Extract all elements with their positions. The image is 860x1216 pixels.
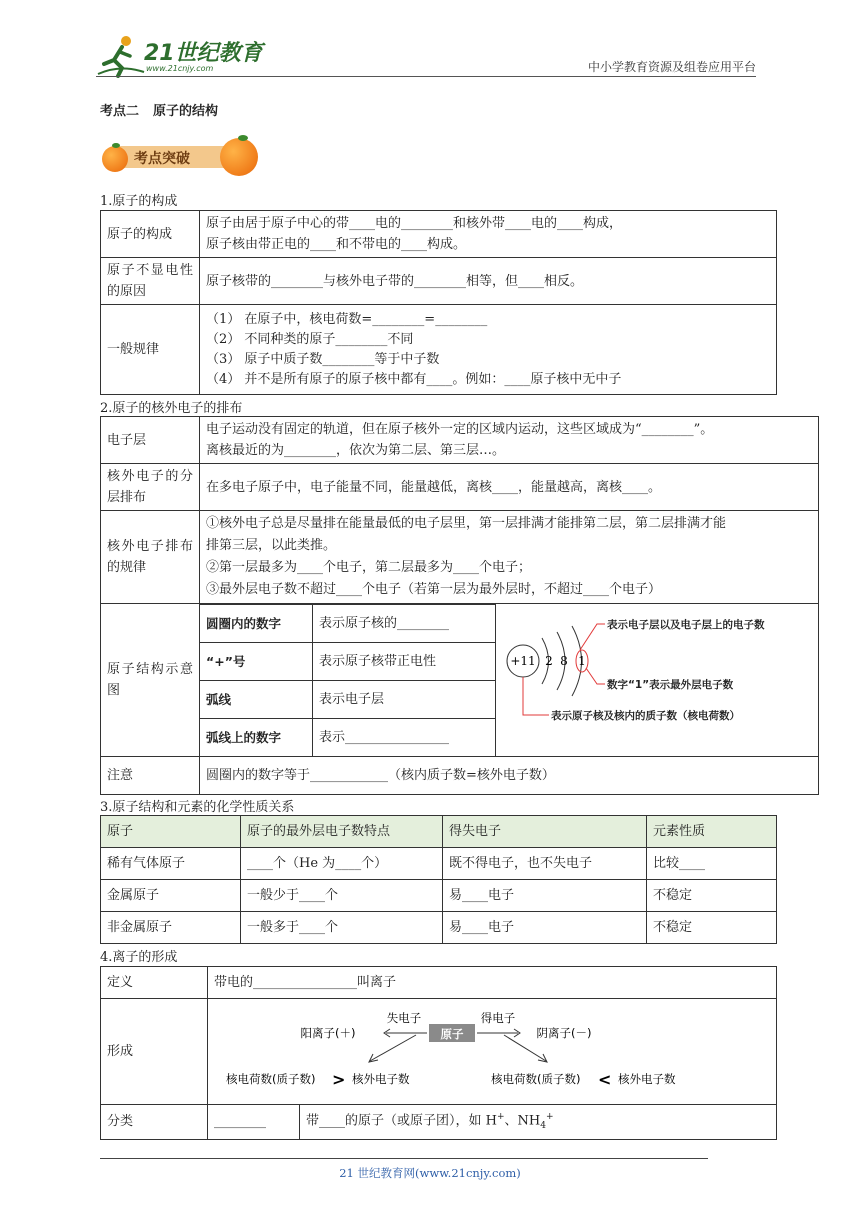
orange-icon (102, 146, 128, 172)
cation-label: 阳离子(＋) (300, 1026, 356, 1040)
logo-url: www.21cnjy.com (146, 64, 214, 73)
orange-icon (220, 138, 258, 176)
part2-heading: 2.原子的核外电子的排布 (100, 401, 243, 416)
row-content (200, 305, 777, 395)
row-content (200, 464, 819, 511)
table-row (101, 511, 819, 604)
content-line: 离核最近的为________，依次为第二层、第三层…。 (206, 443, 506, 458)
content-line: 原子核带的________与核外电子带的________相等，但____相反。 (206, 273, 584, 289)
legend-key: “+”号 (200, 642, 313, 680)
legend-key: 弧线上的数字 (200, 718, 313, 756)
section-name: 原子的结构 (153, 104, 219, 119)
shell-number: 2 (545, 654, 553, 668)
anion-label: 阴离子(－) (536, 1026, 592, 1040)
table-row (101, 258, 777, 305)
content-line: （4） 并不是所有原子的原子核中都有____。例如：____原子核中无中子 (206, 371, 622, 387)
part4-heading: 4.离子的形成 (100, 950, 178, 965)
table-header-row (101, 816, 777, 848)
annotation-shells: 表示电子层以及电子层上的电子数 (607, 619, 765, 631)
legend-value: 表示原子核的________ (313, 604, 496, 642)
part1-heading: 1.原子的构成 (100, 194, 178, 209)
content-line: ②第一层最多为____个电子，第二层最多为____个电子； (206, 560, 532, 575)
badge-text: 考点突破 (134, 151, 190, 167)
table-row (101, 604, 819, 757)
row-label: 定义 (101, 967, 208, 999)
row-content (200, 757, 819, 795)
arrow-line (370, 1035, 416, 1061)
class-content (300, 1105, 777, 1140)
nh4-subscript: 4 (540, 1120, 546, 1131)
lose-electron-label: 失电子 (386, 1011, 422, 1025)
chemical-property-table (100, 815, 777, 944)
table-row (101, 305, 777, 395)
class-blank: ________ (208, 1105, 300, 1140)
content-line: ①核外电子总是尽量排在能量最低的电子层里，第一层排满才能排第二层，第二层排满才能 (206, 516, 727, 531)
section-title (100, 100, 232, 119)
row-label: 核外电子排布的规律 (101, 511, 200, 604)
atom-structure-diagram (497, 604, 819, 756)
class-text: 带____的原子（或原子团），如 H (306, 1113, 497, 1129)
row-content (200, 511, 819, 604)
annotation-nucleus: 表示原子核及核内的质子数（核电荷数） (551, 710, 740, 722)
shell-number: 1 (578, 654, 586, 668)
row-label: 形成 (101, 999, 208, 1105)
ion-formation-diagram (208, 999, 776, 1097)
header-divider (96, 76, 756, 77)
table-cell: 不稳定 (647, 912, 777, 944)
legend-value: 表示原子核带正电性 (313, 642, 496, 680)
legend-key: 圆圈内的数字 (200, 604, 313, 642)
table-cell: 稀有气体原子 (101, 848, 241, 880)
row-label: 一般规律 (101, 305, 200, 395)
table-row (101, 464, 819, 511)
table-row (200, 604, 496, 642)
content-line: 原子核由带正电的____和不带电的____构成。 (206, 237, 467, 252)
diagram-cell (200, 604, 819, 757)
row-content (200, 417, 819, 464)
logo (96, 34, 266, 76)
atom-composition-table (100, 210, 777, 395)
table-cell: 不稳定 (647, 880, 777, 912)
table-row (101, 848, 777, 880)
annotation-line (586, 668, 605, 684)
class-text-2: 、NH (504, 1113, 541, 1129)
content-line: 圆圈内的数字等于____________（核内质子数=核外电子数） (206, 768, 555, 783)
content-line: 原子由居于原子中心的带____电的________和核外带____电的____构成， (206, 216, 623, 231)
part3-heading: 3.原子结构和元素的化学性质关系 (100, 800, 295, 815)
less-than-sign: < (598, 1070, 612, 1089)
table-row (200, 642, 496, 680)
row-content: 带电的________________叫离子 (208, 967, 777, 999)
ion-diagram-cell (208, 999, 777, 1105)
annotation-line (580, 624, 605, 650)
content-line: 电子运动没有固定的轨道，但在原子核外一定的区域内运动，这些区域成为“________”。 (206, 422, 714, 437)
greater-than-sign: > (332, 1070, 346, 1089)
runner-logo-icon (96, 34, 146, 78)
table-row (200, 680, 496, 718)
table-cell: 一般少于____个 (241, 880, 443, 912)
gain-electron-label: 得电子 (480, 1011, 516, 1025)
row-content (200, 211, 777, 258)
logo-text: 21世纪教育 (144, 41, 263, 66)
section-number: 考点二 (100, 104, 140, 119)
annotation-line (523, 677, 549, 715)
atom-label: 原子 (440, 1027, 464, 1041)
diagram-legend-table (199, 604, 496, 757)
legend-value: 表示________________ (313, 718, 496, 756)
cation-protons: 核电荷数(质子数) (226, 1072, 316, 1086)
content-line: （1） 在原子中，核电荷数=________=________ (206, 311, 488, 327)
content-line: 排第三层，以此类推。 (206, 538, 337, 553)
anion-electrons: 核外电子数 (618, 1072, 676, 1086)
ion-formation-table (100, 966, 777, 1140)
table-row (101, 912, 777, 944)
content-line: ③最外层电子数不超过____个电子（若第一层为最外层时，不超过____个电子） (206, 582, 662, 597)
annotation-outer: 数字“1”表示最外层电子数 (607, 679, 734, 691)
table-cell: 一般多于____个 (241, 912, 443, 944)
column-header: 得失电子 (443, 816, 647, 848)
row-label: 原子的构成 (101, 211, 200, 258)
nucleus-label: +11 (510, 654, 536, 668)
table-cell: 易____电子 (443, 880, 647, 912)
legend-key: 弧线 (200, 680, 313, 718)
row-label: 原子不显电性的原因 (101, 258, 200, 305)
cation-electrons: 核外电子数 (352, 1072, 410, 1086)
leaf-icon (238, 135, 248, 141)
column-header: 元素性质 (647, 816, 777, 848)
page-header (96, 30, 756, 80)
table-row (101, 757, 819, 795)
row-label: 注意 (101, 757, 200, 795)
topic-badge (100, 134, 260, 178)
leaf-icon (112, 143, 120, 148)
content-line: （2） 不同种类的原子________不同 (206, 331, 414, 347)
anion-protons: 核电荷数(质子数) (491, 1072, 581, 1086)
row-label: 电子层 (101, 417, 200, 464)
table-row (101, 1105, 777, 1140)
nh4-charge: + (545, 1112, 554, 1122)
table-row (200, 718, 496, 756)
shell-number: 8 (560, 654, 568, 668)
column-header: 原子 (101, 816, 241, 848)
content-line: （3） 原子中质子数________等于中子数 (206, 351, 440, 367)
table-cell: 比较____ (647, 848, 777, 880)
electron-arrangement-table (100, 416, 819, 795)
row-label: 分类 (101, 1105, 208, 1140)
row-label: 原子结构示意图 (101, 604, 200, 757)
table-row (101, 967, 777, 999)
table-cell: 易____电子 (443, 912, 647, 944)
table-row (101, 417, 819, 464)
content-line: 在多电子原子中，电子能量不同，能量越低，离核____，能量越高，离核____。 (206, 479, 662, 495)
table-row (101, 999, 777, 1105)
row-content (200, 258, 777, 305)
table-cell: ____个（He 为____个） (241, 848, 443, 880)
footer-text: 21 世纪教育网(www.21cnjy.com) (339, 1166, 521, 1180)
platform-name: 中小学教育资源及组卷应用平台 (587, 60, 756, 74)
table-cell: 非金属原子 (101, 912, 241, 944)
footer-divider (100, 1158, 708, 1159)
h-charge: + (496, 1112, 505, 1122)
table-cell: 既不得电子，也不失电子 (443, 848, 647, 880)
legend-value: 表示电子层 (313, 680, 496, 718)
row-label: 核外电子的分层排布 (101, 464, 200, 511)
table-row (101, 211, 777, 258)
table-row (101, 880, 777, 912)
table-cell: 金属原子 (101, 880, 241, 912)
column-header: 原子的最外层电子数特点 (241, 816, 443, 848)
